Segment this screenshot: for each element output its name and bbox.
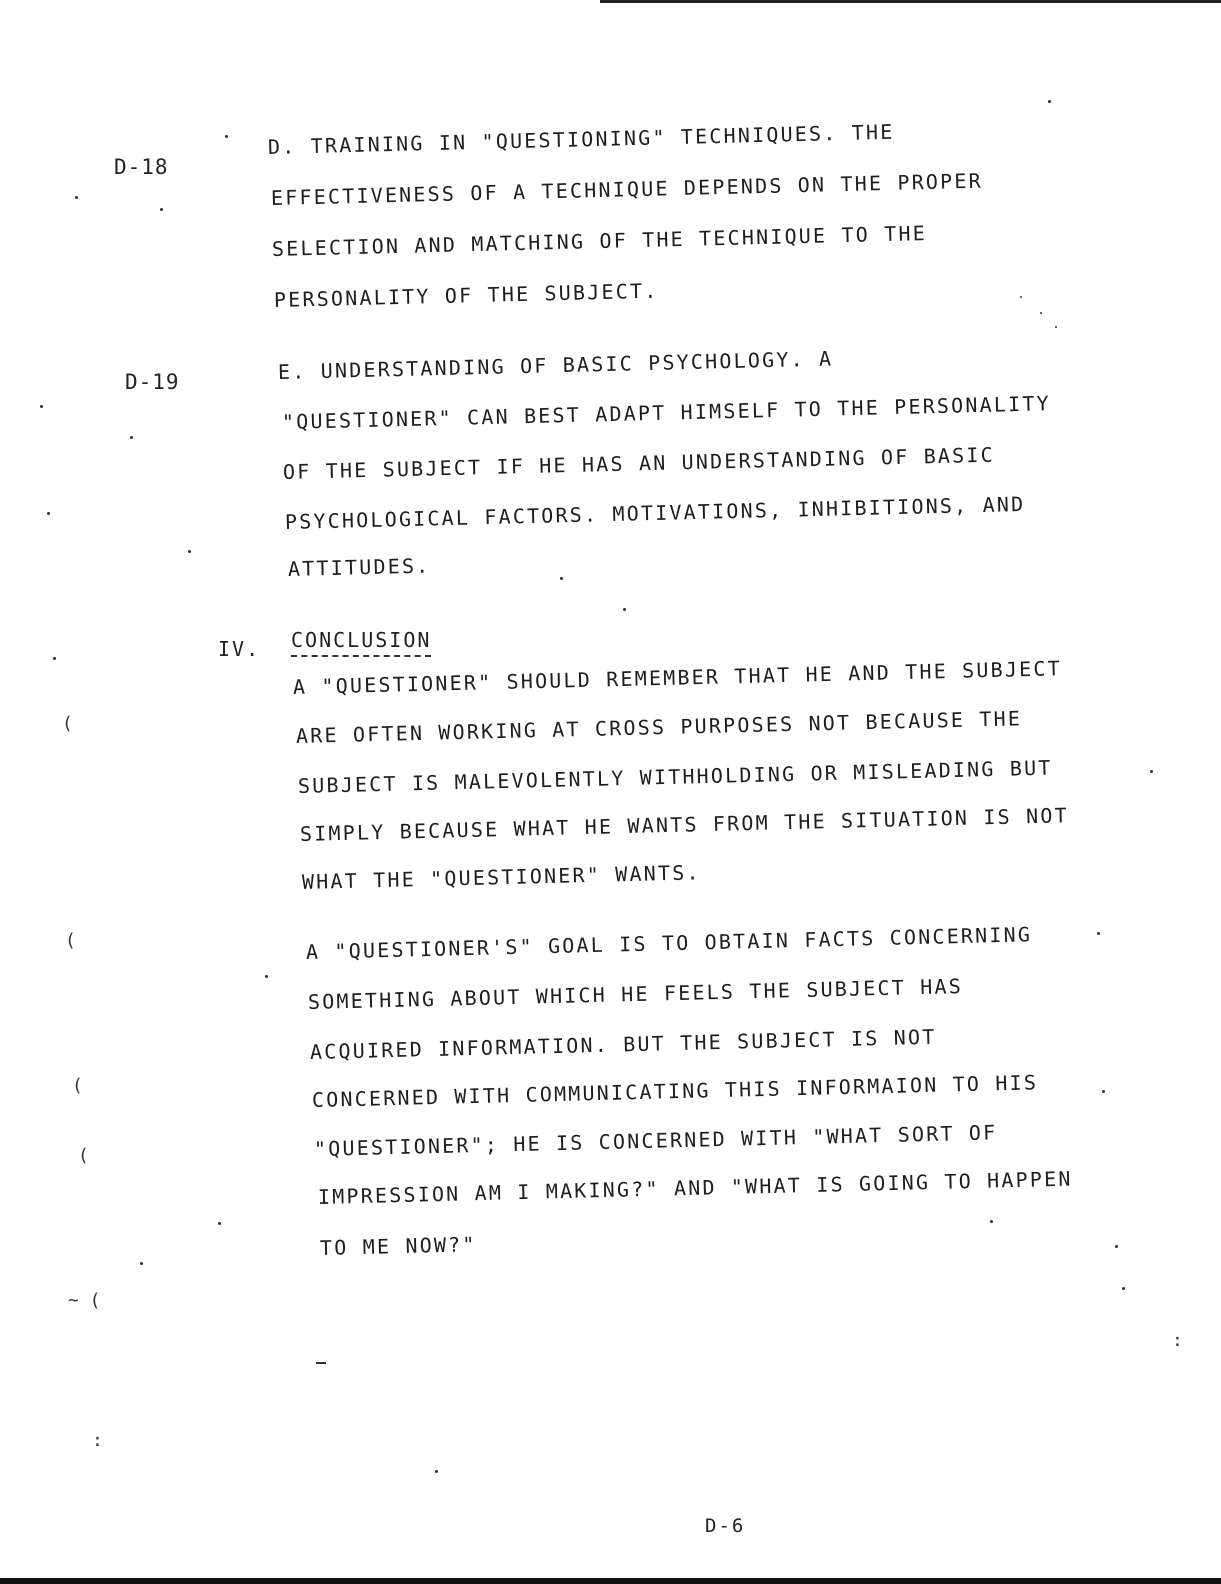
text-line: SUBJECT IS MALEVOLENTLY WITHHOLDING OR MISLEADING BUT [297, 755, 1053, 798]
margin-code-d18: D-18 [114, 155, 169, 179]
scan-speck [40, 405, 43, 408]
scan-speck [1048, 100, 1051, 103]
text-line: SELECTION AND MATCHING OF THE TECHNIQUE TO THE [271, 220, 928, 261]
scan-speck [1020, 296, 1022, 298]
text-line: PSYCHOLOGICAL FACTORS. MOTIVATIONS, INHIBITIONS, AND [284, 491, 1026, 534]
text-line: SIMPLY BECAUSE WHAT HE WANTS FROM THE SITUATION IS NOT [299, 803, 1070, 846]
scan-mark: ( [65, 930, 76, 951]
scan-mark: ~ ( [68, 1290, 101, 1311]
section-heading: CONCLUSION [291, 628, 431, 657]
text-line: IMPRESSION AM I MAKING?" AND "WHAT IS GOING TO HAPPEN [317, 1166, 1073, 1209]
text-line: SOMETHING ABOUT WHICH HE FEELS THE SUBJECT HAS [307, 973, 964, 1014]
scan-speck [1150, 770, 1153, 773]
text-line: D. TRAINING IN "QUESTIONING" TECHNIQUES. THE [267, 119, 895, 159]
scan-speck [1122, 1287, 1125, 1290]
scan-speck [435, 1470, 438, 1473]
section-numeral: IV. [218, 637, 261, 661]
scan-speck [265, 975, 268, 978]
text-line: ACQUIRED INFORMATION. BUT THE SUBJECT IS NOT [309, 1024, 937, 1064]
text-line: ATTITUDES. [287, 553, 431, 581]
text-line: EFFECTIVENESS OF A TECHNIQUE DEPENDS ON THE PROPER [270, 168, 984, 210]
text-line: E. UNDERSTANDING OF BASIC PSYCHOLOGY. A [277, 346, 834, 384]
scan-speck [160, 208, 163, 211]
scan-speck [218, 1222, 221, 1225]
text-line: WHAT THE "QUESTIONER" WANTS. [301, 860, 701, 894]
scan-mark: ( [62, 713, 73, 734]
text-line: CONCERNED WITH COMMUNICATING THIS INFORMAION TO HIS [311, 1070, 1039, 1112]
text-line: PERSONALITY OF THE SUBJECT. [273, 278, 659, 312]
page-number: D-6 [705, 1515, 746, 1537]
text-line: "QUESTIONER"; HE IS CONCERNED WITH "WHAT SORT OF [313, 1120, 998, 1161]
scan-speck [990, 1220, 993, 1223]
scan-mark: ( [78, 1145, 89, 1166]
scan-speck [1055, 326, 1057, 328]
scan-speck [316, 1362, 326, 1364]
margin-code-d19: D-19 [125, 370, 180, 394]
scan-speck [47, 512, 50, 515]
scan-speck [1115, 1245, 1118, 1248]
text-line: A "QUESTIONER" SHOULD REMEMBER THAT HE AND THE SUBJECT [292, 656, 1063, 699]
scan-bottom-edge [0, 1578, 1221, 1584]
text-line: OF THE SUBJECT IF HE HAS AN UNDERSTANDING OF BASIC [282, 442, 996, 484]
scan-speck [75, 196, 78, 199]
scan-mark: : [1172, 1330, 1183, 1351]
scan-mark: : [92, 1430, 103, 1451]
scan-speck [1040, 312, 1042, 314]
scan-speck [225, 135, 228, 138]
scan-speck [623, 608, 626, 611]
scan-top-edge [600, 0, 1221, 3]
scan-mark: ( [72, 1075, 83, 1096]
scan-speck [560, 577, 563, 580]
text-line: ARE OFTEN WORKING AT CROSS PURPOSES NOT BECAUSE THE [295, 706, 1023, 748]
text-line: "QUESTIONER" CAN BEST ADAPT HIMSELF TO THE PERSONALITY [281, 391, 1052, 434]
text-line: A "QUESTIONER'S" GOAL IS TO OBTAIN FACTS CONCERNING [305, 922, 1033, 964]
scan-speck [130, 436, 133, 439]
scan-speck [53, 657, 56, 660]
scan-speck [188, 550, 191, 553]
scan-speck [1097, 932, 1100, 935]
scan-speck [140, 1262, 143, 1265]
text-line: TO ME NOW?" [319, 1232, 477, 1260]
scan-speck [1102, 1090, 1105, 1093]
